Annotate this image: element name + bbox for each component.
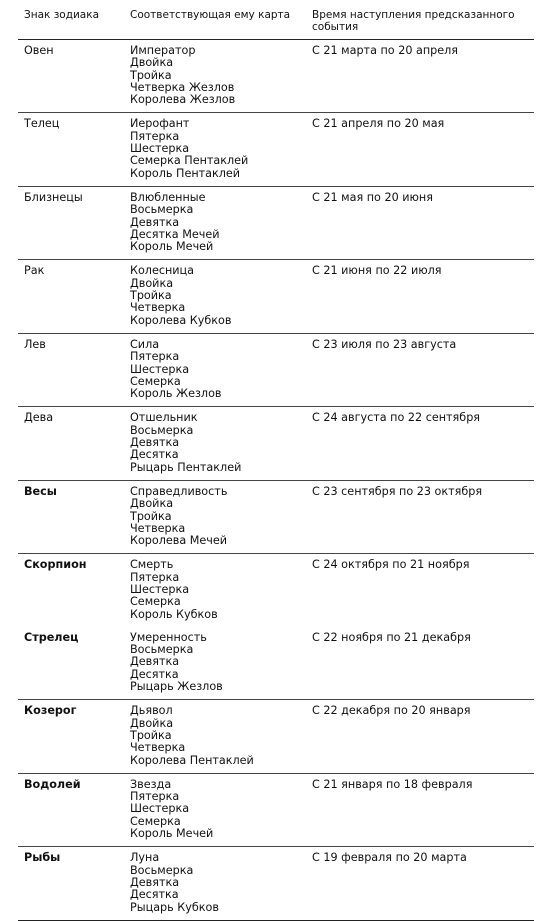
time-cell (306, 333, 534, 406)
sign-name: Весы (24, 484, 57, 498)
time-range: С 24 октября по 21 ноября (312, 558, 470, 572)
table-row (18, 186, 534, 259)
card-name: Семерка (130, 595, 181, 609)
sign-name: Рак (24, 264, 45, 278)
card-name: Пятерка (130, 350, 180, 364)
table-row (18, 40, 534, 113)
card-name: Пятерка (130, 129, 180, 143)
time-range: С 22 декабря по 20 января (312, 704, 471, 718)
table-row (18, 773, 534, 846)
header-sign: Знак зодиака (24, 9, 100, 21)
card-name: Тройка (130, 68, 172, 82)
card-name: Дьявол (130, 704, 173, 718)
cards-cell (124, 333, 306, 406)
time-cell (306, 627, 534, 700)
sign-name: Дева (24, 411, 54, 425)
sign-cell (18, 407, 124, 480)
time-cell (306, 700, 534, 773)
time-cell (306, 40, 534, 113)
cards-cell (124, 186, 306, 259)
card-name: Девятка (130, 436, 180, 450)
card-name: Пятерка (130, 790, 180, 804)
table-row (18, 260, 534, 333)
card-name: Королева Жезлов (130, 93, 236, 107)
sign-name: Стрелец (24, 630, 79, 644)
card-name: Шестерка (130, 802, 190, 816)
card-name: Шестерка (130, 362, 190, 376)
card-name: Десятка (130, 667, 179, 681)
card-name: Пятерка (130, 570, 180, 584)
card-name: Четверка (130, 301, 186, 315)
time-cell (306, 554, 534, 627)
cards-cell (124, 407, 306, 480)
time-range: С 23 июля по 23 августа (312, 337, 457, 351)
table-row (18, 700, 534, 773)
time-range: С 21 марта по 20 апреля (312, 44, 459, 57)
sign-name: Телец (24, 117, 60, 131)
card-name: Сила (130, 337, 160, 351)
card-name: Рыцарь Пентаклей (130, 460, 242, 474)
time-cell (306, 847, 534, 920)
time-cell (306, 773, 534, 846)
sign-cell (18, 773, 124, 846)
time-cell (306, 113, 534, 186)
card-name: Семерка (130, 814, 181, 828)
card-name: Семерка (130, 374, 181, 388)
card-name: Тройка (130, 509, 172, 523)
card-name: Королева Кубков (130, 313, 232, 327)
card-name: Император (130, 44, 196, 57)
card-name: Король Мечей (130, 827, 214, 841)
sign-name: Козерог (24, 704, 77, 718)
sign-name: Скорпион (24, 558, 87, 572)
header-time: Время наступления предсказанного события (312, 9, 515, 33)
card-name: Девятка (130, 215, 180, 229)
card-name: Королева Мечей (130, 534, 228, 548)
card-name: Справедливость (130, 484, 228, 498)
sign-name: Рыбы (24, 851, 61, 865)
card-name: Королева Пентаклей (130, 753, 254, 767)
cards-cell (124, 480, 306, 553)
cards-cell (124, 554, 306, 627)
time-cell (306, 480, 534, 553)
cards-cell (124, 40, 306, 113)
time-cell (306, 260, 534, 333)
card-name: Восьмерка (130, 203, 194, 217)
table-row (18, 627, 534, 700)
time-range: С 19 февраля по 20 марта (312, 851, 467, 865)
card-name: Король Кубков (130, 607, 218, 621)
time-range: С 24 августа по 22 сентября (312, 411, 481, 425)
time-range: С 21 января по 18 февраля (312, 777, 473, 791)
time-range: С 21 июня по 22 июля (312, 264, 442, 278)
card-name: Тройка (130, 728, 172, 742)
card-name: Девятка (130, 655, 180, 669)
card-name: Рыцарь Кубков (130, 900, 219, 914)
sign-name: Овен (24, 44, 54, 57)
card-name: Иерофант (130, 117, 190, 131)
card-name: Шестерка (130, 582, 190, 596)
card-name: Колесница (130, 264, 195, 278)
table-row (18, 554, 534, 627)
card-name: Король Жезлов (130, 387, 222, 401)
cards-cell (124, 113, 306, 186)
sign-cell (18, 333, 124, 406)
sign-cell (18, 186, 124, 259)
cards-cell (124, 700, 306, 773)
card-name: Отшельник (130, 411, 198, 425)
card-name: Умеренность (130, 630, 207, 644)
card-name: Четверка Жезлов (130, 80, 235, 94)
sign-cell (18, 260, 124, 333)
time-range: С 23 сентября по 23 октября (312, 484, 483, 498)
sign-cell (18, 480, 124, 553)
card-name: Рыцарь Жезлов (130, 680, 223, 694)
card-name: Четверка (130, 521, 186, 535)
card-name: Десятка (130, 888, 179, 902)
card-name: Четверка (130, 741, 186, 755)
card-name: Двойка (130, 497, 174, 511)
sign-cell (18, 627, 124, 700)
sign-cell (18, 847, 124, 920)
table-row (18, 480, 534, 553)
cards-cell (124, 627, 306, 700)
sign-name: Водолей (24, 777, 81, 791)
card-name: Двойка (130, 716, 174, 730)
card-name: Луна (130, 851, 160, 865)
card-name: Влюбленные (130, 190, 206, 204)
card-name: Девятка (130, 875, 180, 889)
card-name: Шестерка (130, 142, 190, 156)
cards-cell (124, 773, 306, 846)
card-name: Смерть (130, 558, 174, 572)
card-name: Двойка (130, 56, 174, 70)
time-range: С 21 апреля по 20 мая (312, 117, 445, 131)
table-row (18, 407, 534, 480)
table-row (18, 847, 534, 920)
time-cell (306, 407, 534, 480)
sign-name: Близнецы (24, 190, 83, 204)
table-row (18, 333, 534, 406)
table-row (18, 113, 534, 186)
card-name: Восьмерка (130, 423, 194, 437)
header-cards: Соответствующая ему карта (130, 9, 291, 21)
cards-cell (124, 847, 306, 920)
zodiac-tarot-table (18, 6, 534, 921)
sign-cell (18, 700, 124, 773)
sign-name: Лев (24, 337, 46, 351)
card-name: Восьмерка (130, 863, 194, 877)
sign-cell (18, 40, 124, 113)
card-name: Десятка Мечей (130, 227, 220, 241)
card-name: Десятка (130, 448, 179, 462)
time-cell (306, 186, 534, 259)
sign-cell (18, 554, 124, 627)
card-name: Тройка (130, 289, 172, 303)
card-name: Король Мечей (130, 240, 214, 254)
time-range: С 21 мая по 20 июня (312, 190, 433, 204)
sign-cell (18, 113, 124, 186)
time-range: С 22 ноября по 21 декабря (312, 630, 471, 644)
card-name: Звезда (130, 777, 172, 791)
card-name: Семерка Пентаклей (130, 154, 249, 168)
cards-cell (124, 260, 306, 333)
table-header-row (18, 6, 534, 40)
card-name: Двойка (130, 276, 174, 290)
card-name: Восьмерка (130, 643, 194, 657)
card-name: Король Пентаклей (130, 166, 241, 180)
